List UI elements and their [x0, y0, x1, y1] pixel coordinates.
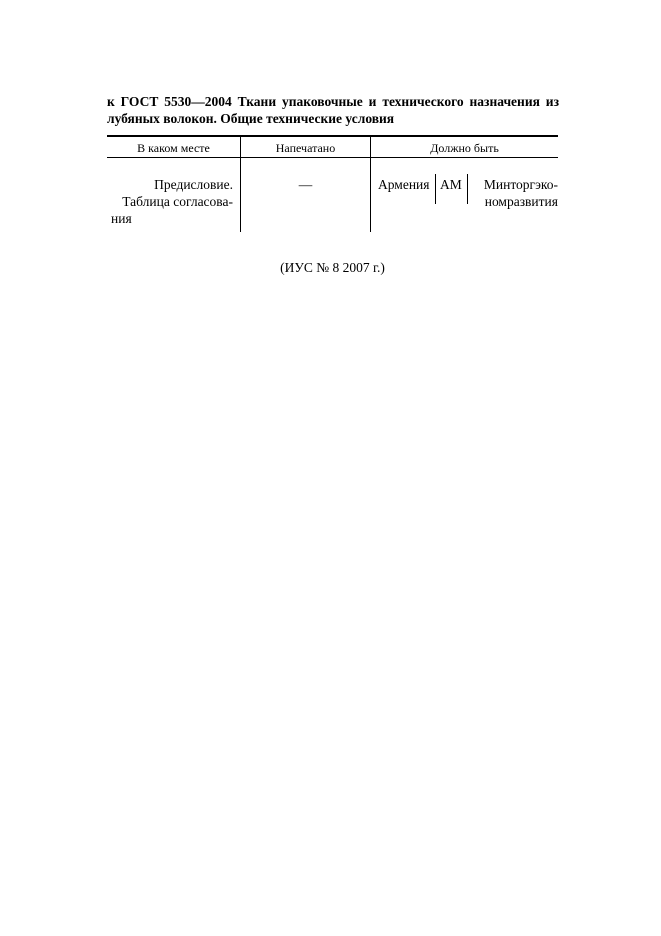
- table-top-rule: [107, 135, 558, 137]
- cell-organization-line-1: Минторгэко-: [483, 177, 558, 192]
- table-header-rule: [107, 157, 558, 158]
- heading-line-2: лубяных волокон. Общие технические условия: [107, 111, 395, 126]
- cell-location: [107, 176, 233, 227]
- header-printed: Напечатано: [275, 141, 336, 155]
- cell-location-line-1: Предисловие.: [154, 177, 233, 192]
- cell-organization-line-2: номразвития: [484, 194, 558, 209]
- source-caption: (ИУС № 8 2007 г.): [280, 260, 385, 275]
- cell-location-line-3: ния: [111, 211, 132, 226]
- cell-organization: [472, 176, 558, 210]
- cell-printed: —: [298, 177, 313, 192]
- cell-location-line-2: Таблица согласова-: [122, 194, 233, 209]
- cell-country: Армения: [378, 177, 430, 192]
- cell-country-code: AM: [440, 177, 462, 192]
- should-be-divider-1: [435, 174, 436, 204]
- header-location: В каком месте: [137, 141, 210, 155]
- header-should-be: Должно быть: [430, 141, 499, 155]
- amendment-heading: [107, 93, 559, 127]
- should-be-divider-2: [467, 174, 468, 204]
- heading-line-1: к ГОСТ 5530—2004 Ткани упаковочные и технического назначения из: [107, 94, 559, 109]
